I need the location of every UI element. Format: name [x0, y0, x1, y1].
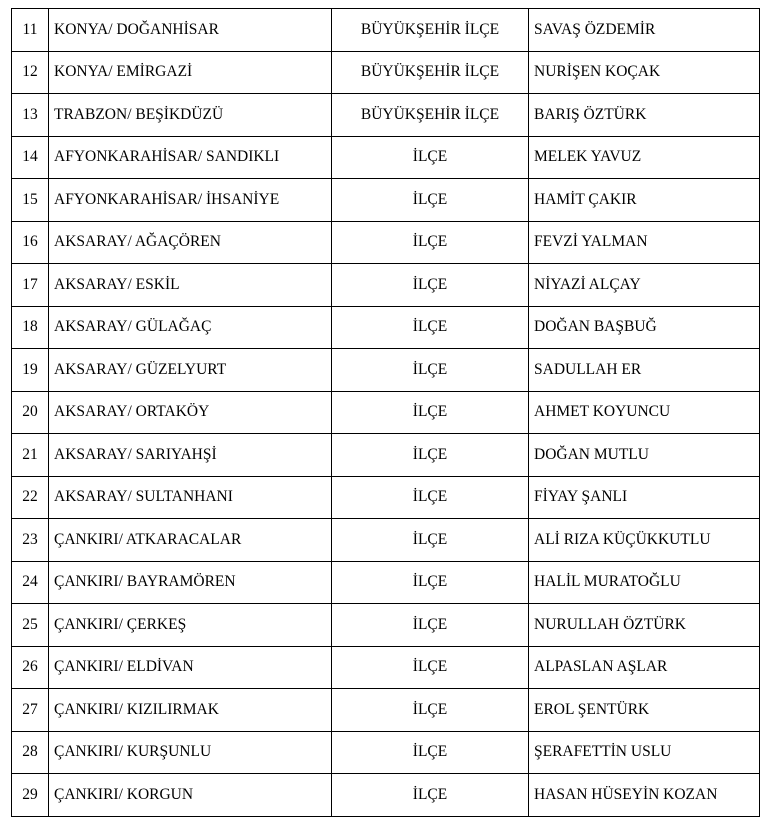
name-cell: ALPASLAN AŞLAR: [529, 646, 760, 689]
type-cell: İLÇE: [332, 604, 529, 647]
table-row: [12, 774, 760, 817]
location-cell: AKSARAY/ GÜLAĞAÇ: [49, 306, 332, 349]
row-number: 20: [12, 391, 49, 434]
location-cell: AKSARAY/ ORTAKÖY: [49, 391, 332, 434]
type-cell: İLÇE: [332, 774, 529, 817]
table-row: [12, 476, 760, 519]
row-number: 19: [12, 349, 49, 392]
table-row: [12, 306, 760, 349]
name-cell: SADULLAH ER: [529, 349, 760, 392]
row-number: 17: [12, 264, 49, 307]
type-cell: İLÇE: [332, 689, 529, 732]
name-cell: FİYAY ŞANLI: [529, 476, 760, 519]
table-row: [12, 221, 760, 264]
row-number: 15: [12, 179, 49, 222]
name-cell: EROL ŞENTÜRK: [529, 689, 760, 732]
location-cell: ÇANKIRI/ ATKARACALAR: [49, 519, 332, 562]
location-cell: AKSARAY/ GÜZELYURT: [49, 349, 332, 392]
location-cell: AKSARAY/ ESKİL: [49, 264, 332, 307]
row-number: 26: [12, 646, 49, 689]
table-row: [12, 391, 760, 434]
name-cell: FEVZİ YALMAN: [529, 221, 760, 264]
location-cell: AKSARAY/ SARIYAHŞİ: [49, 434, 332, 477]
type-cell: İLÇE: [332, 264, 529, 307]
table-row: [12, 349, 760, 392]
row-number: 28: [12, 731, 49, 774]
type-cell: İLÇE: [332, 221, 529, 264]
type-cell: İLÇE: [332, 349, 529, 392]
name-cell: MELEK YAVUZ: [529, 136, 760, 179]
location-cell: ÇANKIRI/ ELDİVAN: [49, 646, 332, 689]
name-cell: DOĞAN MUTLU: [529, 434, 760, 477]
location-cell: ÇANKIRI/ KURŞUNLU: [49, 731, 332, 774]
location-cell: AFYONKARAHİSAR/ İHSANİYE: [49, 179, 332, 222]
table-body: [12, 9, 760, 817]
candidate-table: [11, 8, 760, 817]
location-cell: ÇANKIRI/ KIZILIRMAK: [49, 689, 332, 732]
table-row: [12, 731, 760, 774]
name-cell: ALİ RIZA KÜÇÜKKUTLU: [529, 519, 760, 562]
location-cell: KONYA/ EMİRGAZİ: [49, 51, 332, 94]
type-cell: İLÇE: [332, 136, 529, 179]
row-number: 11: [12, 9, 49, 52]
name-cell: HAMİT ÇAKIR: [529, 179, 760, 222]
name-cell: NURULLAH ÖZTÜRK: [529, 604, 760, 647]
row-number: 27: [12, 689, 49, 732]
table-row: [12, 94, 760, 137]
location-cell: AKSARAY/ AĞAÇÖREN: [49, 221, 332, 264]
name-cell: HALİL MURATOĞLU: [529, 561, 760, 604]
row-number: 25: [12, 604, 49, 647]
name-cell: BARIŞ ÖZTÜRK: [529, 94, 760, 137]
row-number: 23: [12, 519, 49, 562]
type-cell: İLÇE: [332, 561, 529, 604]
table-row: [12, 264, 760, 307]
table-row: [12, 519, 760, 562]
row-number: 21: [12, 434, 49, 477]
name-cell: NİYAZİ ALÇAY: [529, 264, 760, 307]
location-cell: ÇANKIRI/ BAYRAMÖREN: [49, 561, 332, 604]
type-cell: İLÇE: [332, 731, 529, 774]
name-cell: HASAN HÜSEYİN KOZAN: [529, 774, 760, 817]
row-number: 18: [12, 306, 49, 349]
name-cell: DOĞAN BAŞBUĞ: [529, 306, 760, 349]
row-number: 13: [12, 94, 49, 137]
name-cell: NURİŞEN KOÇAK: [529, 51, 760, 94]
row-number: 29: [12, 774, 49, 817]
table-row: [12, 179, 760, 222]
type-cell: İLÇE: [332, 519, 529, 562]
type-cell: İLÇE: [332, 306, 529, 349]
table-row: [12, 646, 760, 689]
table-row: [12, 136, 760, 179]
type-cell: BÜYÜKŞEHİR İLÇE: [332, 9, 529, 52]
table-row: [12, 434, 760, 477]
location-cell: ÇANKIRI/ KORGUN: [49, 774, 332, 817]
table-row: [12, 689, 760, 732]
row-number: 24: [12, 561, 49, 604]
location-cell: AFYONKARAHİSAR/ SANDIKLI: [49, 136, 332, 179]
table-row: [12, 51, 760, 94]
location-cell: ÇANKIRI/ ÇERKEŞ: [49, 604, 332, 647]
row-number: 12: [12, 51, 49, 94]
type-cell: BÜYÜKŞEHİR İLÇE: [332, 94, 529, 137]
type-cell: İLÇE: [332, 646, 529, 689]
location-cell: TRABZON/ BEŞİKDÜZÜ: [49, 94, 332, 137]
location-cell: KONYA/ DOĞANHİSAR: [49, 9, 332, 52]
name-cell: AHMET KOYUNCU: [529, 391, 760, 434]
table-row: [12, 561, 760, 604]
row-number: 14: [12, 136, 49, 179]
type-cell: İLÇE: [332, 179, 529, 222]
name-cell: ŞERAFETTİN USLU: [529, 731, 760, 774]
type-cell: İLÇE: [332, 391, 529, 434]
name-cell: SAVAŞ ÖZDEMİR: [529, 9, 760, 52]
type-cell: İLÇE: [332, 476, 529, 519]
type-cell: İLÇE: [332, 434, 529, 477]
type-cell: BÜYÜKŞEHİR İLÇE: [332, 51, 529, 94]
row-number: 16: [12, 221, 49, 264]
location-cell: AKSARAY/ SULTANHANI: [49, 476, 332, 519]
row-number: 22: [12, 476, 49, 519]
table-row: [12, 604, 760, 647]
table-row: [12, 9, 760, 52]
